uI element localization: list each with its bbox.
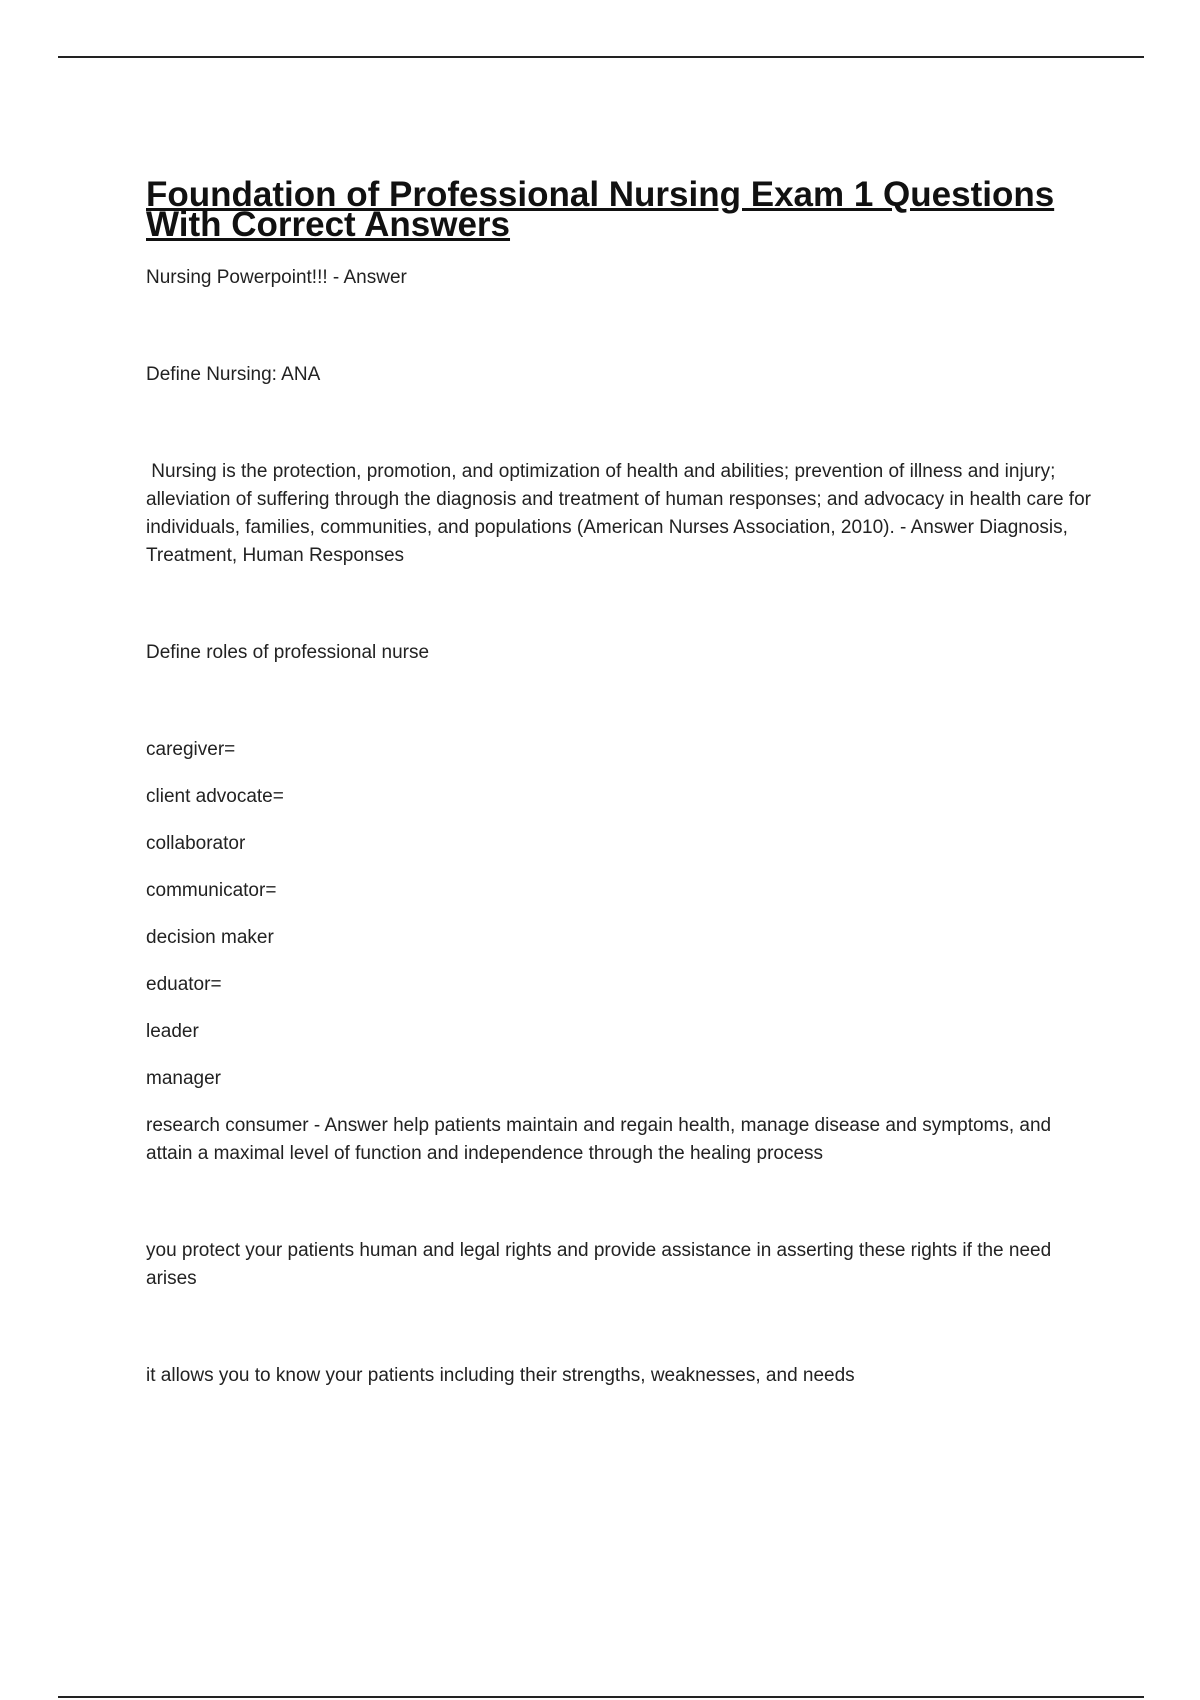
role-client-advocate: client advocate= [146,786,284,807]
paragraph-define-nursing: Define Nursing: ANA [146,364,321,385]
footer-rule [58,1696,1144,1698]
role-leader: leader [146,1021,199,1042]
role-educator: eduator= [146,974,222,995]
role-decision-maker: decision maker [146,927,274,948]
document-title: Foundation of Professional Nursing Exam 1 Questions With Correct Answers [146,175,1055,244]
role-caregiver: caregiver= [146,739,236,760]
paragraph-advocate-answer: you protect your patients human and legal rights and provide assistance in asserting these rights if the need arises [146,1240,1052,1289]
document-body [146,175,1097,1390]
role-communicator: communicator= [146,880,277,901]
paragraph-define-roles: Define roles of professional nurse [146,642,430,663]
header-rule [58,56,1144,58]
paragraph-know-patients: it allows you to know your patients including their strengths, weaknesses, and needs [146,1365,855,1386]
role-manager: manager [146,1068,221,1089]
role-research-consumer: research consumer - Answer help patients maintain and regain health, manage disease and symptoms, and attain a maximal level of function and independence through the healing process [146,1115,1052,1164]
paragraph-powerpoint: Nursing Powerpoint!!! - Answer [146,267,407,288]
role-collaborator: collaborator [146,833,246,854]
paragraph-nursing-definition: Nursing is the protection, promotion, and optimization of health and abilities; prevention of illness and injury; alleviation of suffering through the diagnosis and treatment of human responses; and advocacy in health care for individuals, families, communities, and populations (American Nurses Association, 2010). - Answer Diagnosis, Treatment, Human Responses [146,461,1097,566]
